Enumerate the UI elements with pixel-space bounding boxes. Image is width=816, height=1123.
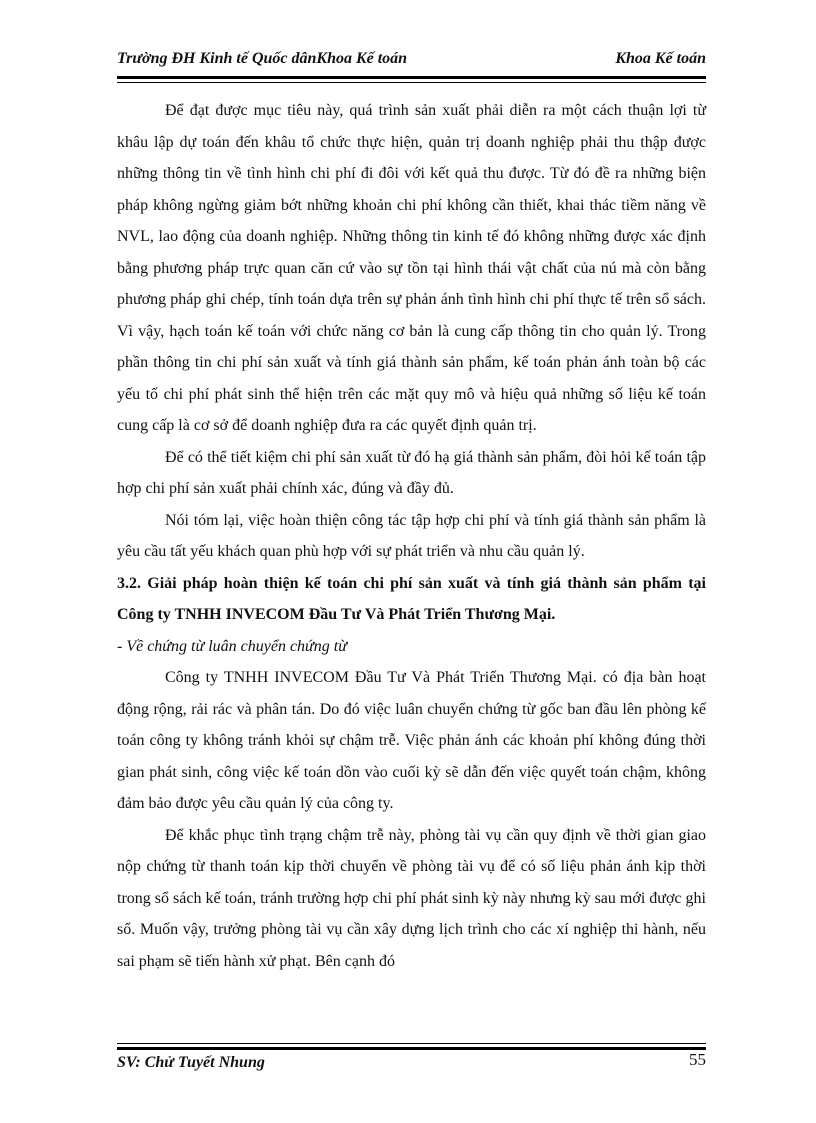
section-heading: 3.2. Giải pháp hoàn thiện kế toán chi phí sản xuất và tính giá thành sản phẩm tại Công ty TNHH INVECOM Đầu Tư Và Phát Triển Thương Mại. [117, 574, 706, 623]
footer-rule-thin [117, 1043, 706, 1044]
page-header [117, 50, 706, 76]
header-rule-thick [117, 76, 706, 79]
paragraph: Để có thể tiết kiệm chi phí sản xuất từ đó hạ giá thành sản phẩm, đòi hỏi kế toán tập hợp chi phí sản xuất phải chính xác, đúng và đầy đủ. [117, 448, 706, 497]
paragraph: Để đạt được mục tiêu này, quá trình sản xuất phải diễn ra một cách thuận lợi từ khâu lập dự toán đến khâu tổ chức thực hiện, quản trị doanh nghiệp phải thu thập được những thông tin về tình hình chi phí đi đôi với kết quả thu được. Từ đó đề ra những biện pháp không ngừng giảm bớt những khoản chi phí không cần thiết, khai thác tiềm năng về NVL, lao động của doanh nghiệp. Những thông tin kinh tế đó không những được xác định bằng phương pháp trực quan căn cứ vào sự tồn tại hình thái vật chất của nú mà còn bằng phương pháp ghi chép, tính toán dựa trên sự phản ánh tình hình chi phí thực tế trên sổ sách. Vì vậy, hạch toán kế toán với chức năng cơ bản là cung cấp thông tin cho quản lý. Trong phần thông tin chi phí sản xuất và tính giá thành sản phẩm, kế toán phản ánh toàn bộ các yếu tố chi phí phát sinh thể hiện trên các mặt quy mô và hiệu quả những số liệu kế toán cung cấp là cơ sở để doanh nghiệp đưa ra các quyết định quản trị. [117, 102, 706, 434]
page-number: 55 [689, 1050, 706, 1069]
footer-author: SV: Chử Tuyết Nhung [117, 1054, 265, 1071]
paragraph: Để khắc phục tình trạng chậm trễ này, phòng tài vụ cần quy định về thời gian giao nộp chứng từ thanh toán kịp thời chuyển về phòng tài vụ để có số liệu phản ánh kịp thời trong sổ sách kế toán, tránh trường hợp chi phí phát sinh kỳ này nhưng kỳ sau mới được ghi sổ. Muốn vậy, trưởng phòng tài vụ cần xây dựng lịch trình cho các xí nghiệp thi hành, nếu sai phạm sẽ tiến hành xử phạt. Bên cạnh đó [117, 826, 706, 970]
paragraph: Nói tóm lại, việc hoàn thiện công tác tập hợp chi phí và tính giá thành sản phẩm là yêu cầu tất yếu khách quan phù hợp với sự phát triển và nhu cầu quản lý. [117, 511, 706, 560]
header-university: Trường ĐH Kinh tế Quốc dânKhoa Kế toán [117, 50, 408, 67]
page-body [117, 95, 706, 977]
paragraph: Công ty TNHH INVECOM Đầu Tư Và Phát Triển Thương Mại. có địa bàn hoạt động rộng, rải rác và phân tán. Do đó việc luân chuyển chứng từ gốc ban đầu lên phòng kế toán công ty không tránh khỏi sự chậm trễ. Việc phản ánh các khoản phí không đúng thời gian phát sinh, công việc kế toán dồn vào cuối kỳ sẽ dẫn đến việc quyết toán chậm, không đảm bảo được yêu cầu quản lý của công ty. [117, 669, 706, 812]
page-footer [117, 1052, 706, 1078]
subheading: - Về chứng từ luân chuyển chứng từ [117, 637, 347, 655]
header-rule-thin [117, 82, 706, 83]
header-faculty: Khoa Kế toán [615, 50, 706, 67]
footer-rule-thick [117, 1047, 706, 1050]
